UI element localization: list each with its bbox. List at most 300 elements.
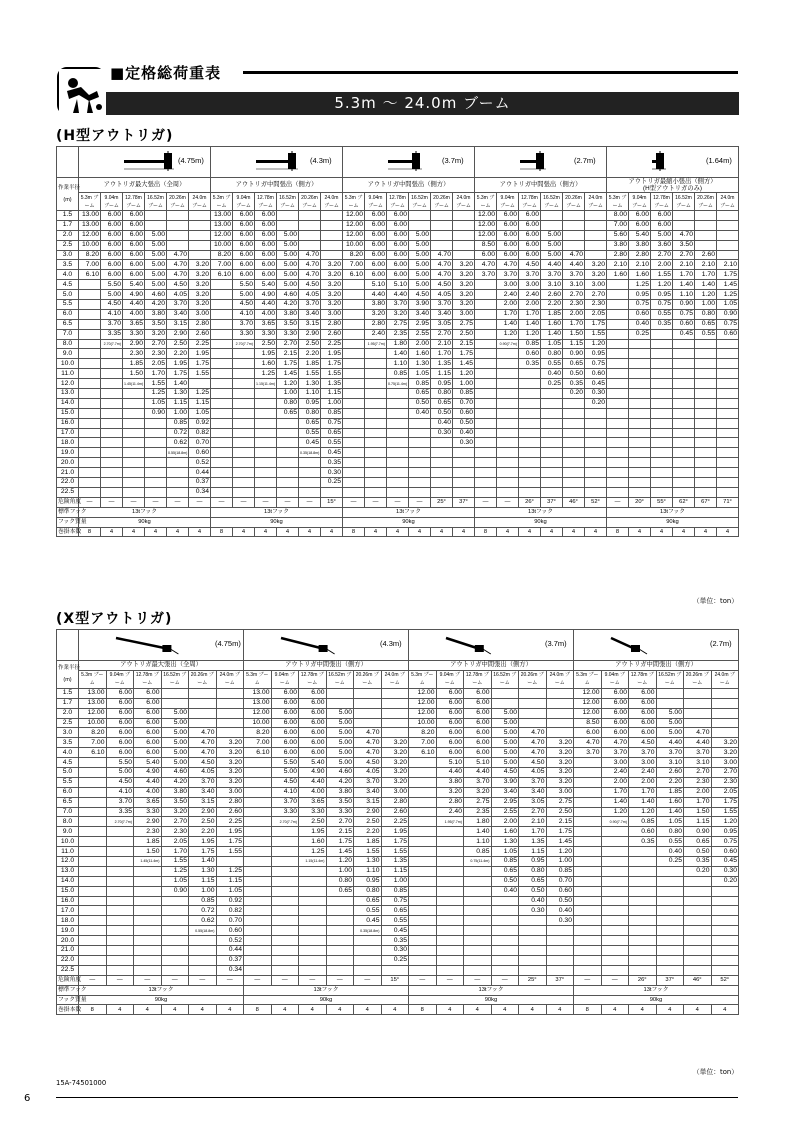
rated-load-cell	[161, 926, 189, 936]
rated-load-cell: 4.40	[656, 738, 684, 748]
rated-load-cell: 4.50	[354, 758, 382, 768]
rated-load-cell: 2.60	[541, 290, 563, 300]
rated-load-cell: 2.70	[326, 817, 354, 827]
working-radius: 8.0	[57, 817, 79, 827]
rated-load-cell: 3.20	[321, 280, 343, 290]
rated-load-cell	[519, 926, 547, 936]
rated-load-cell	[189, 240, 211, 250]
rated-load-cell: 12.00	[79, 230, 101, 240]
rated-load-cell: 1.35	[381, 857, 409, 867]
rated-load-cell	[629, 857, 657, 867]
load-row	[57, 866, 739, 876]
rated-load-cell	[106, 926, 134, 936]
boom-length-header: 9.04m ブーム	[629, 193, 651, 211]
rated-load-cell	[656, 965, 684, 975]
rated-load-cell	[233, 369, 255, 379]
rated-load-cell	[299, 896, 327, 906]
rated-load-cell	[684, 926, 712, 936]
rated-load-cell	[244, 936, 272, 946]
rated-load-cell	[607, 438, 629, 448]
rated-load-cell	[563, 408, 585, 418]
rated-load-cell: 6.00	[123, 240, 145, 250]
working-radius: 11.0	[57, 847, 79, 857]
rated-load-cell	[585, 408, 607, 418]
rated-load-cell	[453, 487, 475, 497]
rated-load-cell: 6.00	[233, 250, 255, 260]
rated-load-cell: 10.00	[343, 240, 365, 250]
rated-load-cell	[651, 487, 673, 497]
rated-load-cell	[233, 468, 255, 478]
rated-load-cell: 0.75	[651, 300, 673, 310]
rated-load-cell: 2.40	[365, 329, 387, 339]
rated-load-cell: 5.00	[277, 270, 299, 280]
reeving-cell: 4	[365, 527, 387, 537]
rated-load-cell	[601, 946, 629, 956]
critical-angle-cell: —	[299, 975, 327, 985]
rated-load-cell: 1.40	[167, 379, 189, 389]
rated-load-cell: 0.95	[519, 857, 547, 867]
rated-load-cell	[365, 458, 387, 468]
rated-load-cell: 2.15	[326, 827, 354, 837]
rated-load-cell	[519, 369, 541, 379]
rated-load-cell: 4.70	[431, 260, 453, 270]
working-radius: 18.0	[57, 916, 79, 926]
rated-load-cell	[233, 438, 255, 448]
rated-load-cell: 0.25	[541, 379, 563, 389]
rated-load-cell: 0.75	[717, 319, 739, 329]
rated-load-cell	[233, 478, 255, 488]
rated-load-cell	[717, 478, 739, 488]
outrigger-mode-label	[79, 178, 211, 193]
rated-load-cell	[145, 487, 167, 497]
rated-load-cell	[629, 478, 651, 488]
unit-label-x: （単位：ton）	[692, 1068, 738, 1076]
rated-load-cell: 0.65	[684, 837, 712, 847]
reeving-cell: 4	[387, 527, 409, 537]
rated-load-cell	[546, 728, 574, 738]
working-radius: 13.0	[57, 866, 79, 876]
rated-load-cell	[255, 458, 277, 468]
rated-load-cell	[695, 458, 717, 468]
rated-load-cell: 6.00	[271, 738, 299, 748]
rated-load-cell: 3.80	[365, 300, 387, 310]
rated-load-cell: 1.75	[585, 319, 607, 329]
rated-load-cell: 3.20	[453, 270, 475, 280]
rated-load-cell	[123, 408, 145, 418]
rated-load-cell: 0.35	[519, 359, 541, 369]
rated-load-cell	[563, 418, 585, 428]
rated-load-cell: 5.00	[409, 270, 431, 280]
rated-load-cell	[629, 458, 651, 468]
rated-load-cell: 3.20	[464, 787, 492, 797]
boom-length-header: 5.3m ブーム	[343, 193, 365, 211]
rated-load-cell: 6.00	[436, 688, 464, 698]
rated-load-cell	[563, 428, 585, 438]
rated-load-cell	[436, 955, 464, 965]
boom-length-header: 20.26m ブーム	[684, 670, 712, 688]
rated-load-cell	[491, 926, 519, 936]
rated-load-cell	[519, 478, 541, 488]
rated-load-cell: 6.00	[464, 708, 492, 718]
rated-load-cell: 1.50	[123, 369, 145, 379]
rated-load-cell	[381, 698, 409, 708]
rated-load-cell	[717, 369, 739, 379]
rated-load-cell	[695, 230, 717, 240]
rated-load-cell	[629, 379, 651, 389]
rated-load-cell	[475, 478, 497, 488]
rated-load-cell	[629, 926, 657, 936]
rated-load-cell: 2.20	[541, 300, 563, 310]
rated-load-cell: 1.95	[189, 349, 211, 359]
rated-load-cell	[453, 468, 475, 478]
rated-load-cell	[629, 487, 651, 497]
rated-load-cell	[601, 837, 629, 847]
load-row	[57, 448, 739, 458]
rated-load-cell	[409, 906, 437, 916]
x-outrigger-title: (X型アウトリガ)	[56, 611, 173, 627]
rated-load-cell	[695, 448, 717, 458]
rated-load-cell	[475, 438, 497, 448]
rated-load-cell	[656, 896, 684, 906]
rated-load-cell	[255, 398, 277, 408]
working-radius: 3.0	[57, 728, 79, 738]
rated-load-cell: 4.70	[519, 748, 547, 758]
rated-load-cell: 0.85	[519, 339, 541, 349]
rated-load-cell: 1.70	[519, 827, 547, 837]
rated-load-cell	[409, 876, 437, 886]
outrigger-diagram	[80, 147, 209, 177]
rated-load-cell: 3.30	[326, 807, 354, 817]
rated-load-cell	[106, 827, 134, 837]
foot-label: 巻掛本数	[58, 1006, 82, 1013]
rated-load-cell: 13.00	[244, 698, 272, 708]
rated-load-cell	[145, 448, 167, 458]
rated-load-cell: 6.00	[387, 211, 409, 221]
rated-load-cell: 0.34	[189, 487, 211, 497]
rated-load-cell	[161, 906, 189, 916]
load-row	[57, 876, 739, 886]
reeving-cell: 8	[409, 1005, 437, 1015]
rated-load-cell: 0.95	[629, 290, 651, 300]
load-row	[57, 718, 739, 728]
rated-load-cell: 3.30	[299, 807, 327, 817]
rated-load-cell: 8.20	[79, 728, 107, 738]
rated-load-cell	[216, 857, 244, 867]
rated-load-cell	[431, 458, 453, 468]
rated-load-cell: 2.10	[431, 339, 453, 349]
reeving-cell: 4	[453, 527, 475, 537]
rated-load-cell	[79, 300, 101, 310]
rated-load-cell	[134, 866, 162, 876]
rated-load-cell	[354, 936, 382, 946]
radius-header-label: 作業半径	[58, 185, 81, 191]
rated-load-cell: 13.00	[211, 220, 233, 230]
load-row	[57, 280, 739, 290]
rated-load-cell	[629, 389, 651, 399]
rated-load-cell: 0.85	[381, 886, 409, 896]
rated-load-cell: 3.70	[271, 797, 299, 807]
rated-load-cell: 2.50	[299, 339, 321, 349]
rated-load-cell	[101, 408, 123, 418]
rated-load-cell: 6.00	[123, 230, 145, 240]
boom-length-header: 16.52m ブーム	[541, 193, 563, 211]
rated-load-cell	[211, 458, 233, 468]
rated-load-cell: 1.25	[255, 369, 277, 379]
rated-load-cell: 5.00	[491, 738, 519, 748]
rated-load-cell: 1.50	[563, 329, 585, 339]
rated-load-cell: 3.70	[574, 748, 602, 758]
rated-load-cell	[189, 718, 217, 728]
working-radius: 2.5	[57, 718, 79, 728]
rated-load-cell: 1.20	[695, 290, 717, 300]
rated-load-cell	[684, 946, 712, 956]
rated-load-cell: 3.70	[541, 270, 563, 280]
rated-load-cell	[574, 936, 602, 946]
working-radius: 4.5	[57, 280, 79, 290]
rated-load-cell	[475, 359, 497, 369]
working-radius: 17.0	[57, 906, 79, 916]
rated-load-cell: 6.00	[436, 708, 464, 718]
load-row	[57, 787, 739, 797]
rated-load-cell	[244, 777, 272, 787]
load-row	[57, 428, 739, 438]
outrigger-width-label: (3.7m)	[442, 156, 464, 165]
load-row	[57, 817, 739, 827]
rated-load-cell	[354, 698, 382, 708]
page-number: 6	[24, 1093, 31, 1104]
boom-length-header: 24.0m ブーム	[381, 670, 409, 688]
rated-load-cell	[255, 438, 277, 448]
rated-load-cell	[255, 487, 277, 497]
rated-load-cell: 1.35	[321, 379, 343, 389]
rated-load-cell: 2.25	[189, 339, 211, 349]
rated-load-cell: 1.85	[354, 837, 382, 847]
rated-load-cell: 2.00	[497, 300, 519, 310]
rated-load-cell: 5.00	[161, 718, 189, 728]
rated-load-cell: 3.20	[453, 280, 475, 290]
rated-load-cell	[216, 708, 244, 718]
rated-load-cell	[106, 955, 134, 965]
rated-load-cell	[161, 916, 189, 926]
rated-load-cell: 6.00	[271, 748, 299, 758]
rated-load-cell: 4.50	[271, 777, 299, 787]
rated-load-cell: 1.05	[145, 398, 167, 408]
rated-load-cell: 6.00	[101, 230, 123, 240]
rated-load-cell	[436, 896, 464, 906]
rated-load-cell: 3.80	[436, 777, 464, 787]
rated-load-cell: 0.80	[326, 876, 354, 886]
rated-load-cell: 6.00	[387, 240, 409, 250]
outrigger-width-cell	[79, 630, 244, 661]
load-row	[57, 896, 739, 906]
working-radius: 21.0	[57, 946, 79, 956]
rated-load-cell: 1.30	[409, 359, 431, 369]
rated-load-cell	[464, 866, 492, 876]
rated-load-cell: 2.75	[453, 319, 475, 329]
rated-load-cell: 3.20	[711, 738, 739, 748]
rated-load-cell	[244, 797, 272, 807]
rated-load-cell: 0.60	[711, 847, 739, 857]
rated-load-cell: 4.90	[299, 768, 327, 778]
hook-cell: 13tフック	[79, 507, 211, 517]
rated-load-cell: 1.00	[453, 379, 475, 389]
rated-load-cell: 0.65	[354, 896, 382, 906]
rated-load-cell: 3.00	[601, 758, 629, 768]
rated-load-cell	[431, 468, 453, 478]
rated-load-cell	[684, 718, 712, 728]
rated-load-cell	[387, 428, 409, 438]
rated-load-cell: 2.70	[684, 768, 712, 778]
rated-load-cell: 0.35(18.8m)	[354, 926, 382, 936]
working-radius: 2.5	[57, 240, 79, 250]
rated-load-cell: 3.80	[161, 787, 189, 797]
rated-load-cell: 3.70	[101, 319, 123, 329]
rated-load-cell: 2.90	[134, 817, 162, 827]
rated-load-cell	[79, 319, 101, 329]
rated-load-cell	[519, 438, 541, 448]
rated-load-cell: 1.85	[541, 309, 563, 319]
rated-load-cell	[233, 359, 255, 369]
rated-load-cell: 1.70	[601, 787, 629, 797]
critical-angle-cell: —	[189, 497, 211, 507]
rated-load-cell: 6.10	[79, 270, 101, 280]
critical-angle-cell: —	[145, 497, 167, 507]
rated-load-cell: 6.00	[123, 250, 145, 260]
rated-load-cell: 4.50	[491, 768, 519, 778]
rated-load-cell	[271, 837, 299, 847]
rated-load-cell: 5.00	[491, 718, 519, 728]
rated-load-cell: 6.00	[601, 698, 629, 708]
rated-load-cell	[365, 438, 387, 448]
rated-load-cell: 6.00	[365, 240, 387, 250]
foot-label: 巻掛本数	[58, 528, 82, 535]
rated-load-cell: 5.10	[387, 280, 409, 290]
rated-load-cell: 0.30	[711, 866, 739, 876]
rated-load-cell	[299, 936, 327, 946]
rated-load-cell	[519, 379, 541, 389]
rated-load-cell: 5.00	[326, 758, 354, 768]
rated-load-cell	[343, 487, 365, 497]
critical-angle-cell: —	[475, 497, 497, 507]
rated-load-cell	[475, 329, 497, 339]
rated-load-cell	[233, 349, 255, 359]
rated-load-cell	[497, 398, 519, 408]
crane-operator-icon	[57, 67, 105, 115]
rated-load-cell: 5.00	[145, 270, 167, 280]
rated-load-cell	[271, 896, 299, 906]
rated-load-cell	[717, 349, 739, 359]
rated-load-cell: 4.70	[475, 260, 497, 270]
rated-load-cell: 1.45	[717, 280, 739, 290]
rated-load-cell: 1.75	[717, 270, 739, 280]
rated-load-cell: 1.30	[167, 389, 189, 399]
rated-load-cell: 8.20	[211, 250, 233, 260]
rated-load-cell: 6.00	[365, 260, 387, 270]
rated-load-cell: 0.85	[189, 896, 217, 906]
rated-load-cell: 4.10	[101, 309, 123, 319]
rated-load-cell	[299, 916, 327, 926]
outrigger-diagram	[608, 147, 737, 177]
rated-load-cell	[343, 408, 365, 418]
load-row	[57, 906, 739, 916]
rated-load-cell: 0.40	[541, 369, 563, 379]
rated-load-cell: 3.00	[519, 280, 541, 290]
working-radius: 20.0	[57, 458, 79, 468]
rated-load-cell: 1.40	[541, 329, 563, 339]
rated-load-cell: 3.20	[145, 329, 167, 339]
rated-load-cell: 0.30	[381, 946, 409, 956]
rated-load-cell: 3.00	[189, 309, 211, 319]
rated-load-cell	[233, 487, 255, 497]
rated-load-cell	[717, 418, 739, 428]
rated-load-cell	[101, 428, 123, 438]
rated-load-cell: 0.35	[651, 319, 673, 329]
rated-load-cell	[651, 428, 673, 438]
rated-load-cell	[717, 379, 739, 389]
rated-load-cell	[101, 458, 123, 468]
boom-length-header: 9.04m ブーム	[436, 670, 464, 688]
rated-load-cell	[574, 866, 602, 876]
rated-load-cell: 0.75	[711, 837, 739, 847]
rated-load-cell	[211, 398, 233, 408]
rated-load-cell: 1.40	[629, 797, 657, 807]
radius-header-unit: (m)	[63, 677, 72, 684]
rated-load-cell	[431, 240, 453, 250]
rated-load-cell: 1.60	[255, 359, 277, 369]
rated-load-cell	[491, 946, 519, 956]
rated-load-cell	[244, 916, 272, 926]
rated-load-cell	[123, 389, 145, 399]
rated-load-cell: 5.00	[656, 728, 684, 738]
working-radius: 15.0	[57, 408, 79, 418]
outrigger-mode-label	[409, 661, 574, 671]
rated-load-cell	[106, 866, 134, 876]
rated-load-cell: 6.00	[365, 250, 387, 260]
rated-load-cell: 3.00	[629, 758, 657, 768]
rated-load-cell	[381, 718, 409, 728]
rated-load-cell: 6.00	[134, 698, 162, 708]
rated-load-cell: 4.20	[277, 300, 299, 310]
rated-load-cell	[546, 965, 574, 975]
rated-load-cell	[79, 896, 107, 906]
rated-load-cell	[491, 688, 519, 698]
reeving-cell: 8	[244, 1005, 272, 1015]
rated-load-cell	[717, 339, 739, 349]
rated-load-cell	[497, 418, 519, 428]
rated-load-cell	[145, 220, 167, 230]
rated-load-cell: 1.75	[167, 369, 189, 379]
rated-load-cell: 4.70	[299, 270, 321, 280]
rated-load-cell: 2.80	[381, 797, 409, 807]
outrigger-width-cell	[574, 630, 739, 661]
rated-load-cell: 3.70	[167, 300, 189, 310]
rated-load-cell	[271, 847, 299, 857]
rated-load-cell	[271, 866, 299, 876]
rated-load-cell: 3.20	[711, 748, 739, 758]
rated-load-cell	[79, 309, 101, 319]
rated-load-cell: 1.55	[216, 847, 244, 857]
rated-load-cell: 0.70	[546, 876, 574, 886]
rated-load-cell: 2.70	[277, 339, 299, 349]
rated-load-cell: 1.45	[277, 369, 299, 379]
rated-load-cell: 5.40	[299, 758, 327, 768]
rated-load-cell	[574, 768, 602, 778]
rated-load-cell: 1.25	[161, 866, 189, 876]
rated-load-cell: 4.10	[233, 309, 255, 319]
rated-load-cell: 2.80	[321, 319, 343, 329]
rated-load-cell: 2.00	[684, 787, 712, 797]
rated-load-cell: 1.20	[277, 379, 299, 389]
